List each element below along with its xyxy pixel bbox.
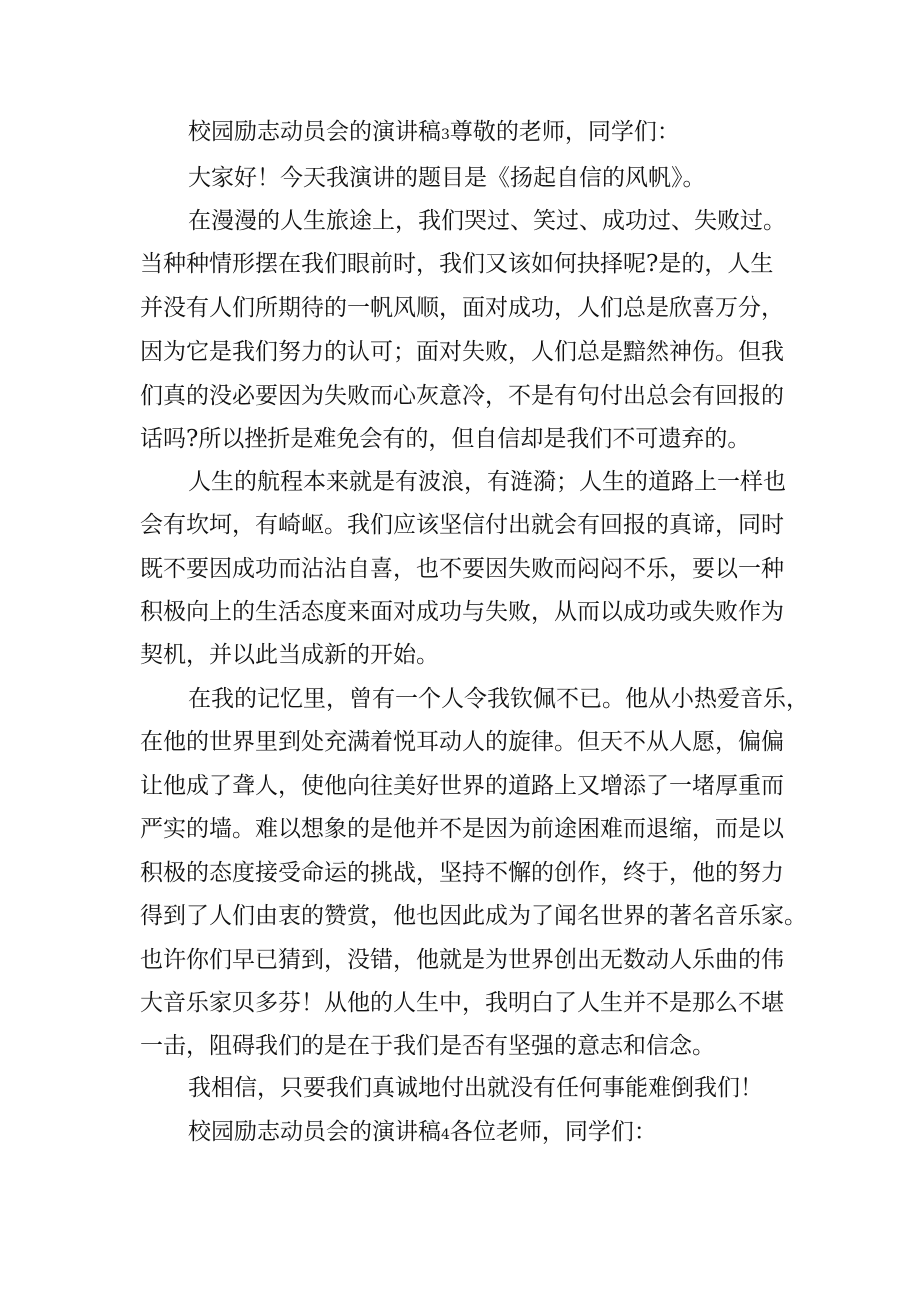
paragraph-line: 在漫漫的人生旅途上，我们哭过、笑过、成功过、失败过。	[188, 208, 786, 234]
paragraph-line: 得到了人们由衷的赞赏，他也因此成为了闻名世界的著名音乐家。	[140, 903, 807, 929]
paragraph-line: 当种种情形摆在我们眼前时，我们又该如何抉择呢?是的，人生	[140, 251, 774, 277]
paragraph-line: 契机，并以此当成新的开始。	[140, 642, 439, 668]
paragraph-line: 积极向上的生活态度来面对成功与失败，从而以成功或失败作为	[140, 599, 784, 625]
paragraph-line: 既不要因成功而沾沾自喜，也不要因失败而闷闷不乐，要以一种	[140, 556, 784, 582]
paragraph-line: 让他成了聋人，使他向往美好世界的道路上又增添了一堵厚重而	[140, 773, 784, 799]
speech-heading-title: 校园励志动员会的演讲稿	[188, 1119, 441, 1145]
speech-heading-number: 4	[441, 1127, 450, 1143]
paragraph-line: 们真的没必要因为失败而心灰意冷，不是有句付出总会有回报的	[140, 383, 784, 409]
speech-heading-greeting: 尊敬的老师，同学们：	[449, 119, 680, 145]
paragraph-line: 我相信，只要我们真诚地付出就没有任何事能难倒我们！	[188, 1075, 763, 1101]
paragraph-line: 在他的世界里到处充满着悦耳动人的旋律。但天不从人愿，偏偏	[140, 729, 784, 755]
paragraph-line: 并没有人们所期待的一帆风顺，面对成功，人们总是欣喜万分，	[140, 295, 784, 321]
paragraph-line: 大音乐家贝多芬！从他的人生中，我明白了人生并不是那么不堪	[140, 990, 784, 1016]
paragraph-line: 会有坎坷，有崎岖。我们应该坚信付出就会有回报的真谛，同时	[140, 512, 784, 538]
paragraph-line: 也许你们早已猜到，没错，他就是为世界创出无数动人乐曲的伟	[140, 947, 784, 973]
paragraph-line: 因为它是我们努力的认可；面对失败，人们总是黯然神伤。但我	[140, 339, 784, 365]
paragraph-line: 在我的记忆里，曾有一个人令我钦佩不已。他从小热爱音乐，	[188, 686, 809, 712]
paragraph-line: 一击，阻碍我们的是在于我们是否有坚强的意志和信念。	[140, 1033, 715, 1059]
speech-heading-title: 校园励志动员会的演讲稿	[188, 119, 441, 145]
paragraph-line: 大家好！今天我演讲的题目是《扬起自信的风帆》。	[188, 165, 706, 191]
speech-heading-4	[188, 1117, 848, 1147]
speech-heading-number: 3	[441, 127, 450, 143]
paragraph-line: 积极的态度接受命运的挑战，坚持不懈的创作，终于，他的努力	[140, 860, 784, 886]
speech-heading-greeting: 各位老师，同学们：	[449, 1119, 657, 1145]
speech-heading-3	[188, 117, 848, 147]
paragraph-line: 人生的航程本来就是有波浪，有涟漪；人生的道路上一样也	[188, 469, 786, 495]
paragraph-line: 话吗?所以挫折是难免会有的，但自信却是我们不可遗弃的。	[140, 426, 751, 452]
paragraph-line: 严实的墙。难以想象的是他并不是因为前途困难而退缩，而是以	[140, 816, 784, 842]
